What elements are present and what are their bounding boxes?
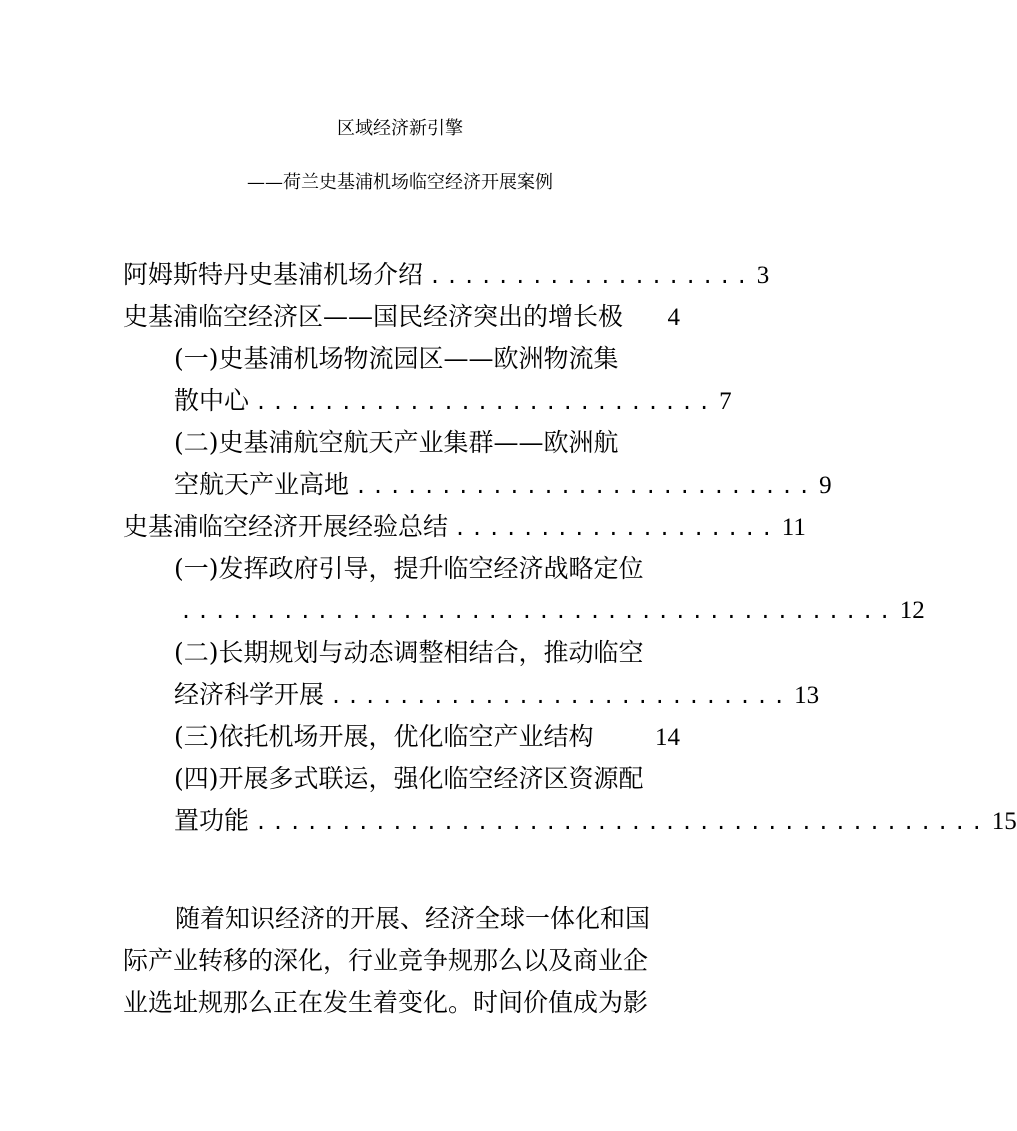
toc-entry-title: (一)史基浦机场物流园区——欧洲物流集 (174, 344, 619, 373)
toc-entry[interactable] (174, 636, 680, 670)
toc-entry-title: 置功能 (174, 806, 250, 835)
toc-leader-dots: ........................... (255, 390, 716, 414)
toc-entry-continued[interactable] (174, 594, 925, 628)
toc-leader-dots: .......................................... (180, 599, 896, 623)
toc-entry-title: (四)开展多式联运，强化临空经济区资源配 (174, 764, 644, 793)
toc-leader-dots: ........................... (330, 684, 791, 708)
toc-entry-continued[interactable] (174, 468, 832, 502)
toc-entry[interactable] (174, 762, 680, 796)
toc-entry-title: 散中心 (174, 386, 250, 415)
toc-entry[interactable] (174, 552, 680, 586)
toc-page-number: 11 (781, 514, 806, 541)
toc-entry[interactable] (123, 300, 680, 334)
toc-entry-title: 史基浦临空经济开展经验总结 (123, 512, 449, 541)
toc-leader-dots: ........................... (355, 474, 816, 498)
paragraph-line: 业选址规那么正在发生着变化。时间价值成为影 (123, 988, 649, 1017)
toc-entry-title: (三)依托机场开展，优化临空产业结构 (174, 722, 594, 751)
toc-entry[interactable] (123, 258, 770, 292)
toc-entry-title: 空航天产业高地 (174, 470, 350, 499)
toc-entry-continued[interactable] (174, 804, 1017, 838)
toc-entry-continued[interactable] (174, 384, 732, 418)
toc-entry-title: 史基浦临空经济区——国民经济突出的增长极 (123, 302, 624, 331)
toc-page-number: 3 (756, 262, 770, 289)
paragraph-line: 际产业转移的深化，行业竞争规那么以及商业企 (123, 946, 649, 975)
toc-entry-continued[interactable] (174, 678, 820, 712)
body-paragraph (123, 898, 683, 1024)
toc-entry[interactable] (123, 510, 806, 544)
toc-page-number: 15 (991, 808, 1017, 835)
document-title: 区域经济新引擎 (337, 118, 463, 139)
toc-entry[interactable] (174, 342, 680, 376)
toc-entry-title: 阿姆斯特丹史基浦机场介绍 (123, 260, 424, 289)
toc-page-number: 9 (819, 472, 832, 499)
toc-page-number: 13 (794, 682, 820, 709)
toc-entry-title: (二)长期规划与动态调整相结合，推动临空 (174, 638, 644, 667)
toc-page-number: 14 (655, 724, 680, 751)
toc-page-number: 7 (719, 388, 732, 415)
toc-page-number: 4 (667, 304, 680, 331)
toc-entry-title: 经济科学开展 (174, 680, 325, 709)
document-subtitle: ——荷兰史基浦机场临空经济开展案例 (247, 172, 553, 193)
toc-entry[interactable] (174, 426, 680, 460)
toc-entry-title: (二)史基浦航空航天产业集群——欧洲航 (174, 428, 619, 457)
toc-entry[interactable] (174, 720, 680, 754)
toc-entry-title: (一)发挥政府引导，提升临空经济战略定位 (174, 554, 644, 583)
toc-leader-dots: ........................................... (255, 810, 988, 834)
toc-leader-dots: ................... (429, 264, 753, 288)
paragraph-line: 随着知识经济的开展、经济全球一体化和国 (175, 904, 651, 933)
toc-page-number: 12 (899, 597, 925, 624)
toc-leader-dots: ................... (454, 516, 778, 540)
